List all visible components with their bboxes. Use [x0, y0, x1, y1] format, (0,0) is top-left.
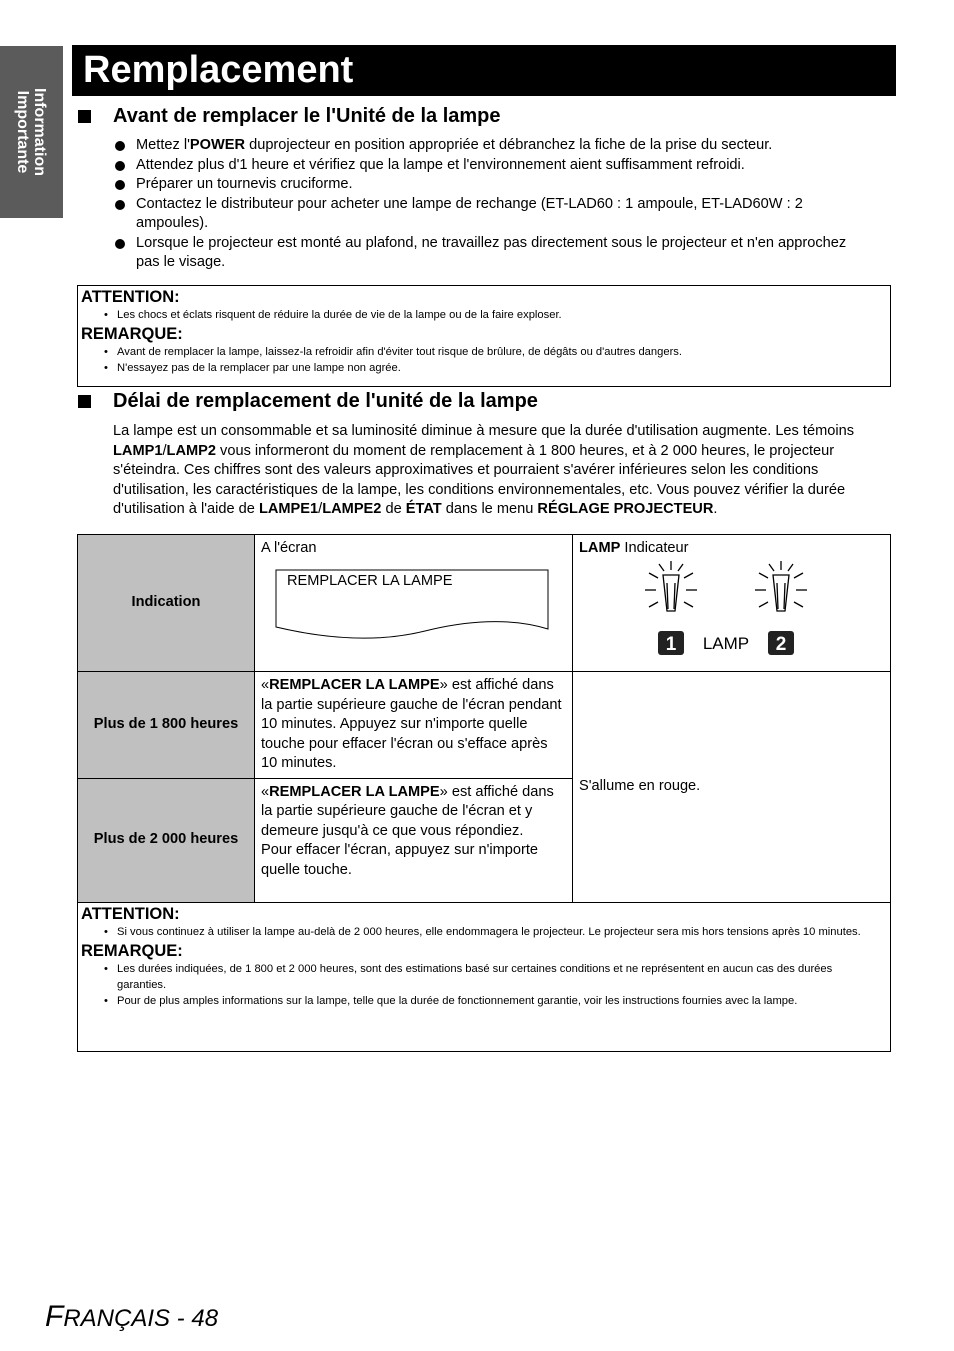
note-item: • Les chocs et éclats risquent de réduire la durée de vie de la lampe ou de la faire exploser. [81, 307, 884, 323]
lamp-replacement-paragraph: La lampe est un consommable et sa luminosité diminue à mesure que la durée d'utilisation augmente. Les témoins LAMP1/LAMP2 vous informeront du moment de remplacement à 1 800 heures, et à 2 000 heures, le projecteur s'éteindra. Ces chiffres sont des valeurs approximatives et pourraient s'avérer inférieures selon les conditions d'utilisation, les caractéristiques de la lampe, les conditions environnementales, etc. Vous pouvez vérifier la durée d'utilisation à l'aide de LAMPE1/LAMPE2 de ÉTAT dans le menu RÉGLAGE PROJECTEUR. [113, 423, 854, 517]
lamp-indication-table [77, 534, 891, 903]
square-bullet-icon [78, 395, 91, 408]
lamp-indicator-icon [635, 561, 835, 661]
remarque-label: REMARQUE: [81, 325, 183, 343]
page-footer: FRANÇAIS - 48 [45, 1300, 219, 1333]
list-item: Contactez le distributeur pour acheter une lampe de rechange (ET-LAD60 : 1 ampoule, ET-LAD60W : 2 ampoules). [112, 195, 867, 234]
note-item: • Les durées indiquées, de 1 800 et 2 000 heures, sont des estimations basé sur certaines conditions et ne représentent en aucun cas des durées garanties. [81, 961, 884, 993]
section-heading-1: Avant de remplacer le l'Unité de la lampe [78, 105, 501, 128]
lamp-indicator-cell: LAMP Indicateur 1 2 LAMP [573, 535, 891, 672]
list-item: Lorsque le projecteur est monté au plafond, ne travaillez pas directement sous le projecteur et n'en approchez pas le visage. [112, 234, 867, 273]
attention-label: ATTENTION: [81, 288, 180, 306]
note-item: • N'essayez pas de la remplacer par une lampe non agrée. [81, 360, 884, 376]
attention-box-2 [77, 902, 891, 1052]
screen-description: «REMPLACER LA LAMPE» est affiché dans la partie supérieure gauche de l'écran pendant 10 minutes. Appuyez sur n'importe quelle touche pour effacer l'écran ou s'efface après 10 minutes. [255, 672, 573, 779]
lamp-label: LAMP [702, 633, 750, 653]
note-item: • Avant de remplacer la lampe, laissez-la refroidir afin d'éviter tout risque de brûlure, de dégâts ou d'autres dangers. [81, 344, 884, 360]
title-bar [72, 45, 896, 96]
attention-box-1 [77, 285, 891, 387]
side-tab-label: Information Importante [14, 88, 48, 176]
square-bullet-icon [78, 110, 91, 123]
list-item: Mettez l'POWER duprojecteur en position appropriée et débranchez la fiche de la prise du secteur. [112, 136, 867, 156]
list-item: Attendez plus d'1 heure et vérifiez que la lampe et l'environnement aient suffisamment refroidi. [112, 156, 867, 176]
precaution-list [112, 136, 867, 273]
lamp2-number: 2 [775, 633, 787, 655]
table-row [78, 535, 891, 672]
table-row [78, 672, 891, 779]
screen-cell: A l'écran REMPLACER LA LAMPE [255, 535, 573, 672]
attention-label: ATTENTION: [81, 905, 180, 923]
remarque-label: REMARQUE: [81, 942, 183, 960]
note-item: • Si vous continuez à utiliser la lampe au-delà de 2 000 heures, elle endommagera le projecteur. Le projecteur sera mis hors tensions après 10 minutes. [81, 924, 884, 940]
side-tab [0, 46, 63, 218]
screen-description: «REMPLACER LA LAMPE» est affiché dans la partie supérieure gauche de l'écran et y demeure jusqu'à ce que vous répondiez. Pour effacer l'écran, appuyez sur n'importe quelle touche. [255, 778, 573, 902]
section-heading-2: Délai de remplacement de l'unité de la lampe [78, 390, 538, 413]
indication-header: Indication [78, 535, 255, 672]
list-item: Préparer un tournevis cruciforme. [112, 175, 867, 195]
row-header: Plus de 1 800 heures [78, 672, 255, 779]
screen-message: REMPLACER LA LAMPE [287, 572, 453, 589]
row-header: Plus de 2 000 heures [78, 778, 255, 902]
screen-message-box [275, 569, 551, 641]
note-item: • Pour de plus amples informations sur la lampe, telle que la durée de fonctionnement garantie, voir les instructions fournies avec la lampe. [81, 993, 884, 1009]
lamp-status: S'allume en rouge. [573, 672, 891, 903]
lamp1-number: 1 [665, 633, 677, 655]
page-title: Remplacement [83, 49, 354, 91]
